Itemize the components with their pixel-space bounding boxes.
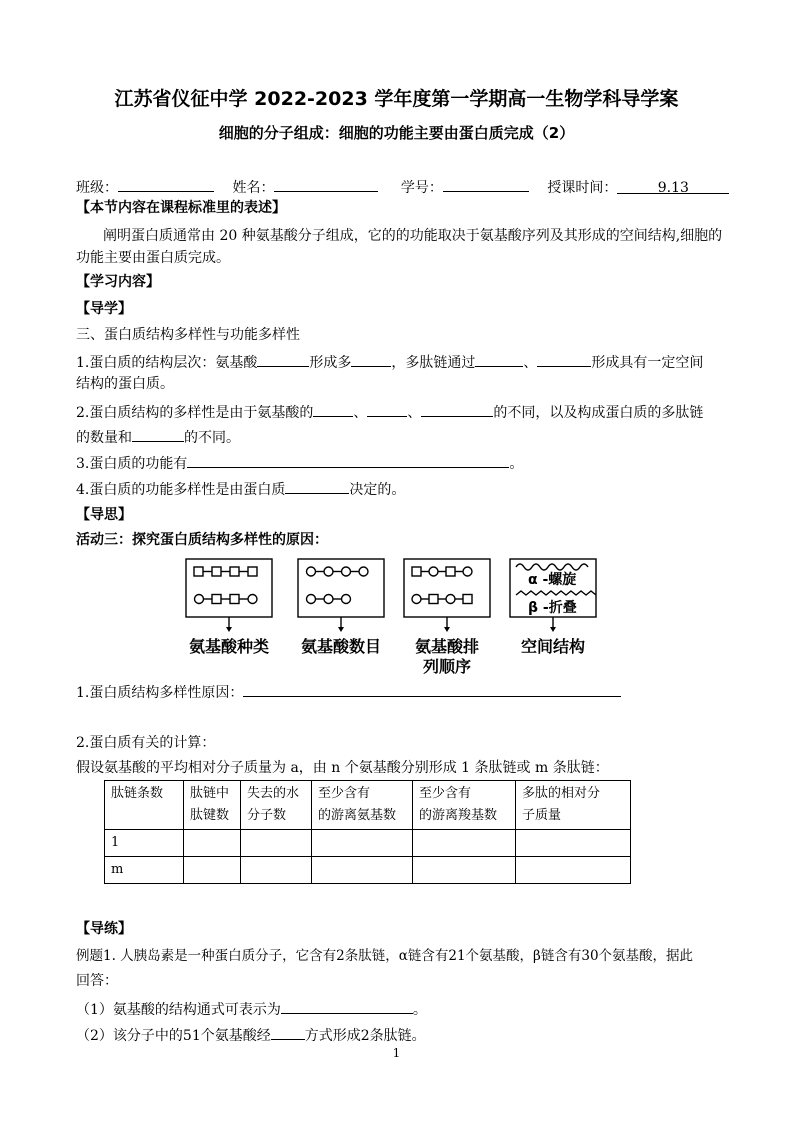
q2-text-f: 的不同。 (184, 430, 240, 446)
example-q2 (76, 1024, 426, 1046)
calc-intro: 假设氨基酸的平均相对分子质量为 a，由 n 个氨基酸分别形成 1 条肽链或 m 条肽链： (76, 760, 609, 776)
alpha-helix-label: α -螺旋 (528, 572, 577, 588)
figure-label-spatial: 空间结构 (520, 637, 585, 656)
q1-blank-1[interactable] (257, 351, 309, 367)
name-field[interactable] (274, 176, 378, 192)
table-cell: 1 (105, 830, 184, 857)
standard-heading: 【本节内容在课程标准里的表述】 (76, 200, 286, 216)
q1-text-a: 1.蛋白质的结构层次：氨基酸 (76, 355, 258, 371)
table-cell[interactable] (241, 857, 312, 884)
q2-text-a: 2.蛋白质结构的多样性是由于氨基酸的 (76, 405, 314, 421)
guide-heading: 【导学】 (76, 301, 132, 317)
q4-text-a: 4.蛋白质的功能多样性是由蛋白质 (76, 482, 286, 498)
figure-label-count: 氨基酸数目 (300, 637, 381, 656)
id-field[interactable] (443, 176, 529, 192)
table-cell: m (105, 857, 184, 884)
table-cell[interactable] (241, 830, 312, 857)
table-cell[interactable] (413, 857, 516, 884)
page-number: 1 (392, 1046, 401, 1060)
q1-blank-4[interactable] (537, 351, 591, 367)
q4-text-b: 决定的。 (349, 482, 406, 498)
date-label: 授课时间： (547, 180, 618, 196)
table-cell[interactable] (312, 830, 413, 857)
q1-blank-3[interactable] (475, 351, 523, 367)
question-1 (76, 351, 703, 373)
example-line2: 回答： (76, 973, 118, 989)
header-cell: 至少含有 的游离羧基数 (413, 781, 516, 830)
question-4 (76, 478, 405, 500)
table-cell[interactable] (413, 830, 516, 857)
date-value: 9.13 (657, 180, 689, 196)
date-field[interactable] (617, 178, 729, 194)
example-q1-end: 。 (412, 1002, 427, 1018)
example-line1: 例题1. 人胰岛素是一种蛋白质分子，它含有2条肽链，α链含有21个氨基酸，β链含有30个氨基酸，据此 (76, 948, 694, 964)
name-label: 姓名： (232, 180, 275, 196)
q2-text-b: 、 (353, 405, 368, 421)
class-label: 班级： (76, 180, 118, 196)
table-cell[interactable] (516, 857, 631, 884)
q4-blank[interactable] (285, 478, 349, 494)
question-3 (76, 452, 523, 474)
q3-text-b: 。 (509, 456, 524, 472)
example-q1 (76, 998, 427, 1020)
example-q2-blank[interactable] (271, 1024, 305, 1040)
example-q1-text: （1）氨基酸的结构通式可表示为 (76, 1002, 281, 1018)
example-q2-text: （2）该分子中的51个氨基酸经 (76, 1028, 271, 1044)
example-q2-end: 方式形成2条肽链。 (304, 1028, 426, 1044)
table-header-row (105, 781, 631, 830)
figure-label-order-2: 列顺序 (422, 657, 471, 676)
q1-text-c: ，多肽链通过 (391, 355, 476, 371)
header-cell: 肽链中 肽键数 (184, 781, 241, 830)
figure-label-type: 氨基酸种类 (188, 637, 269, 656)
class-field[interactable] (118, 176, 214, 192)
amino-acid-type-box (186, 559, 272, 617)
q1-text-b: 形成多 (309, 355, 352, 371)
header-cell: 至少含有 的游离氨基数 (312, 781, 413, 830)
question-1-cont: 结构的蛋白质。 (76, 376, 174, 392)
id-label: 学号： (400, 180, 443, 196)
q2-text-c: 、 (407, 405, 422, 421)
header-cell: 多肽的相对分 子质量 (516, 781, 631, 830)
standard-line2: 功能主要由蛋白质完成。 (76, 250, 230, 266)
activity-three-heading: 活动三：探究蛋白质结构多样性的原因： (76, 532, 328, 548)
q2-text-d: 的不同，以及构成蛋白质的多肽链 (493, 405, 704, 421)
q2-blank-4[interactable] (132, 426, 184, 442)
example-q1-blank[interactable] (281, 998, 413, 1014)
header-cell: 肽链条数 (105, 781, 184, 830)
q2-text-e: 的数量和 (76, 430, 132, 446)
reason-blank[interactable] (243, 681, 621, 697)
info-line (76, 176, 729, 198)
q2-blank-2[interactable] (367, 401, 407, 417)
question-2-cont (76, 426, 240, 448)
content-heading: 【学习内容】 (76, 274, 160, 290)
q1-blank-2[interactable] (351, 351, 391, 367)
calc-heading: 2.蛋白质有关的计算： (76, 735, 216, 751)
amino-acid-order-box (404, 559, 490, 617)
page-title: 江苏省仪征中学 2022-2023 学年度第一学期高一生物学科导学案 (114, 88, 679, 110)
practice-heading: 【导练】 (76, 921, 132, 937)
beta-sheet-label: β -折叠 (528, 600, 577, 616)
q2-blank-1[interactable] (313, 401, 353, 417)
sheet-zigzag-icon (516, 591, 596, 595)
standard-line1: 阐明蛋白质通常由 20 种氨基酸分子组成，它的的功能取决于氨基酸序列及其形成的空间结构,细胞的 (103, 228, 723, 244)
table-row (105, 830, 631, 857)
figure-label-order-1: 氨基酸排 (414, 637, 479, 656)
reason-line (76, 681, 621, 703)
table-row (105, 857, 631, 884)
q1-text-d: 、 (523, 355, 538, 371)
think-heading: 【导思】 (76, 507, 132, 523)
q3-text-a: 3.蛋白质的功能有 (76, 456, 188, 472)
table-cell[interactable] (516, 830, 631, 857)
header-cell: 失去的水 分子数 (241, 781, 312, 830)
table-cell[interactable] (312, 857, 413, 884)
q3-blank[interactable] (187, 452, 509, 468)
calc-table (104, 780, 631, 884)
question-2 (76, 401, 703, 423)
section-three-heading: 三、蛋白质结构多样性与功能多样性 (76, 327, 300, 343)
table-cell[interactable] (184, 857, 241, 884)
q1-text-e: 形成具有一定空间 (591, 355, 704, 371)
q2-blank-3[interactable] (421, 401, 493, 417)
page-subtitle: 细胞的分子组成：细胞的功能主要由蛋白质完成（2） (218, 124, 575, 142)
reason-text: 1.蛋白质结构多样性原因： (76, 685, 244, 701)
table-cell[interactable] (184, 830, 241, 857)
